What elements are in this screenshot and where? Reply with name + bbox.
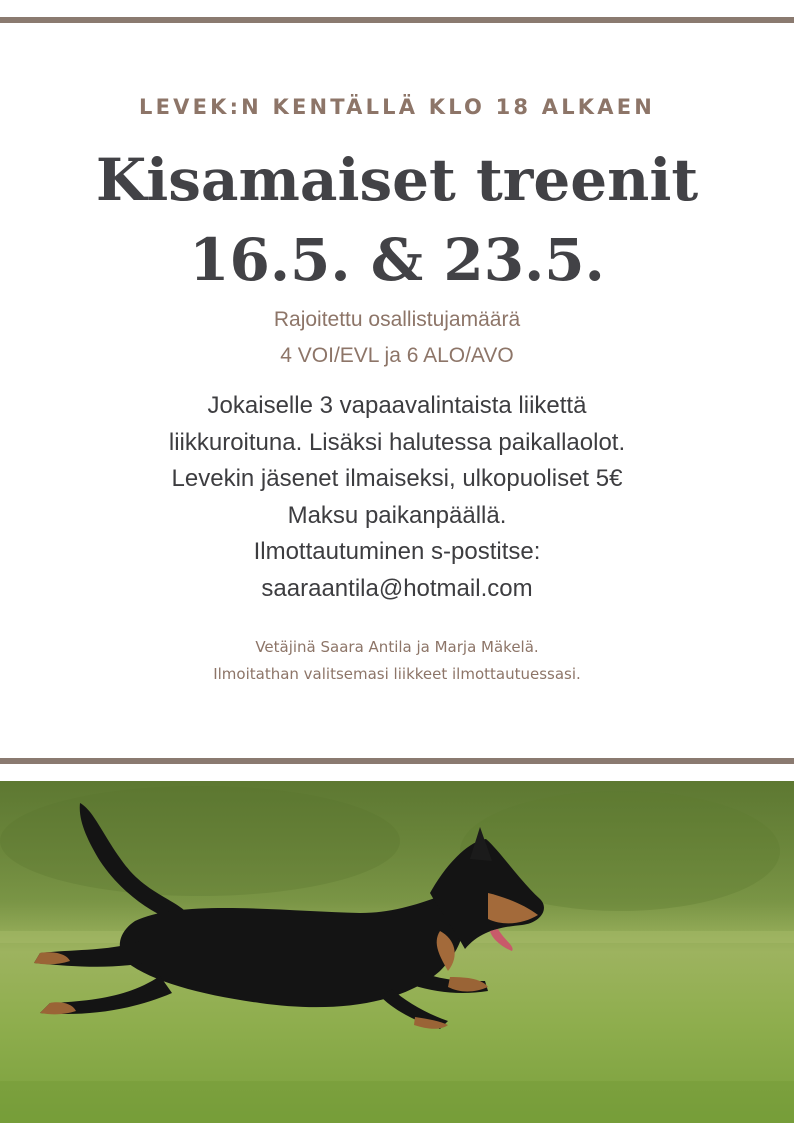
instructions-line: Ilmoitathan valitsemasi liikkeet ilmottautuessasi. [213, 665, 581, 683]
limit-line: Rajoitettu osallistujamäärä [273, 308, 521, 331]
title-line-name: Kisamaiset treenit [95, 146, 699, 214]
details-line: Maksu paikanpäällä. [287, 501, 507, 529]
event-details [0, 388, 794, 607]
contact-email: saaraantila@hotmail.com [261, 574, 533, 602]
details-line: liikkuroituna. Lisäksi halutessa paikallaolot. [168, 428, 626, 456]
organizer-note [0, 634, 794, 688]
details-line: Jokaiselle 3 vapaavalintaista liikettä [207, 392, 587, 419]
title-line-dates: 16.5. & 23.5. [189, 226, 605, 294]
participation-limit [0, 302, 794, 374]
limit-classes-line: 4 VOI/EVL ja 6 ALO/AVO [280, 344, 514, 367]
organizers-line: Vetäjinä Saara Antila ja Marja Mäkelä. [255, 638, 539, 656]
dog-running-photo [0, 781, 794, 1123]
details-line: Ilmottautuminen s-postitse: [253, 538, 541, 565]
top-divider [0, 17, 794, 23]
event-location-time: LEVEK:N KENTÄLLÄ KLO 18 ALKAEN [138, 95, 656, 119]
bottom-divider [0, 758, 794, 764]
details-line: Levekin jäsenet ilmaiseksi, ulkopuoliset 5€ [171, 465, 623, 492]
event-title [0, 140, 794, 300]
